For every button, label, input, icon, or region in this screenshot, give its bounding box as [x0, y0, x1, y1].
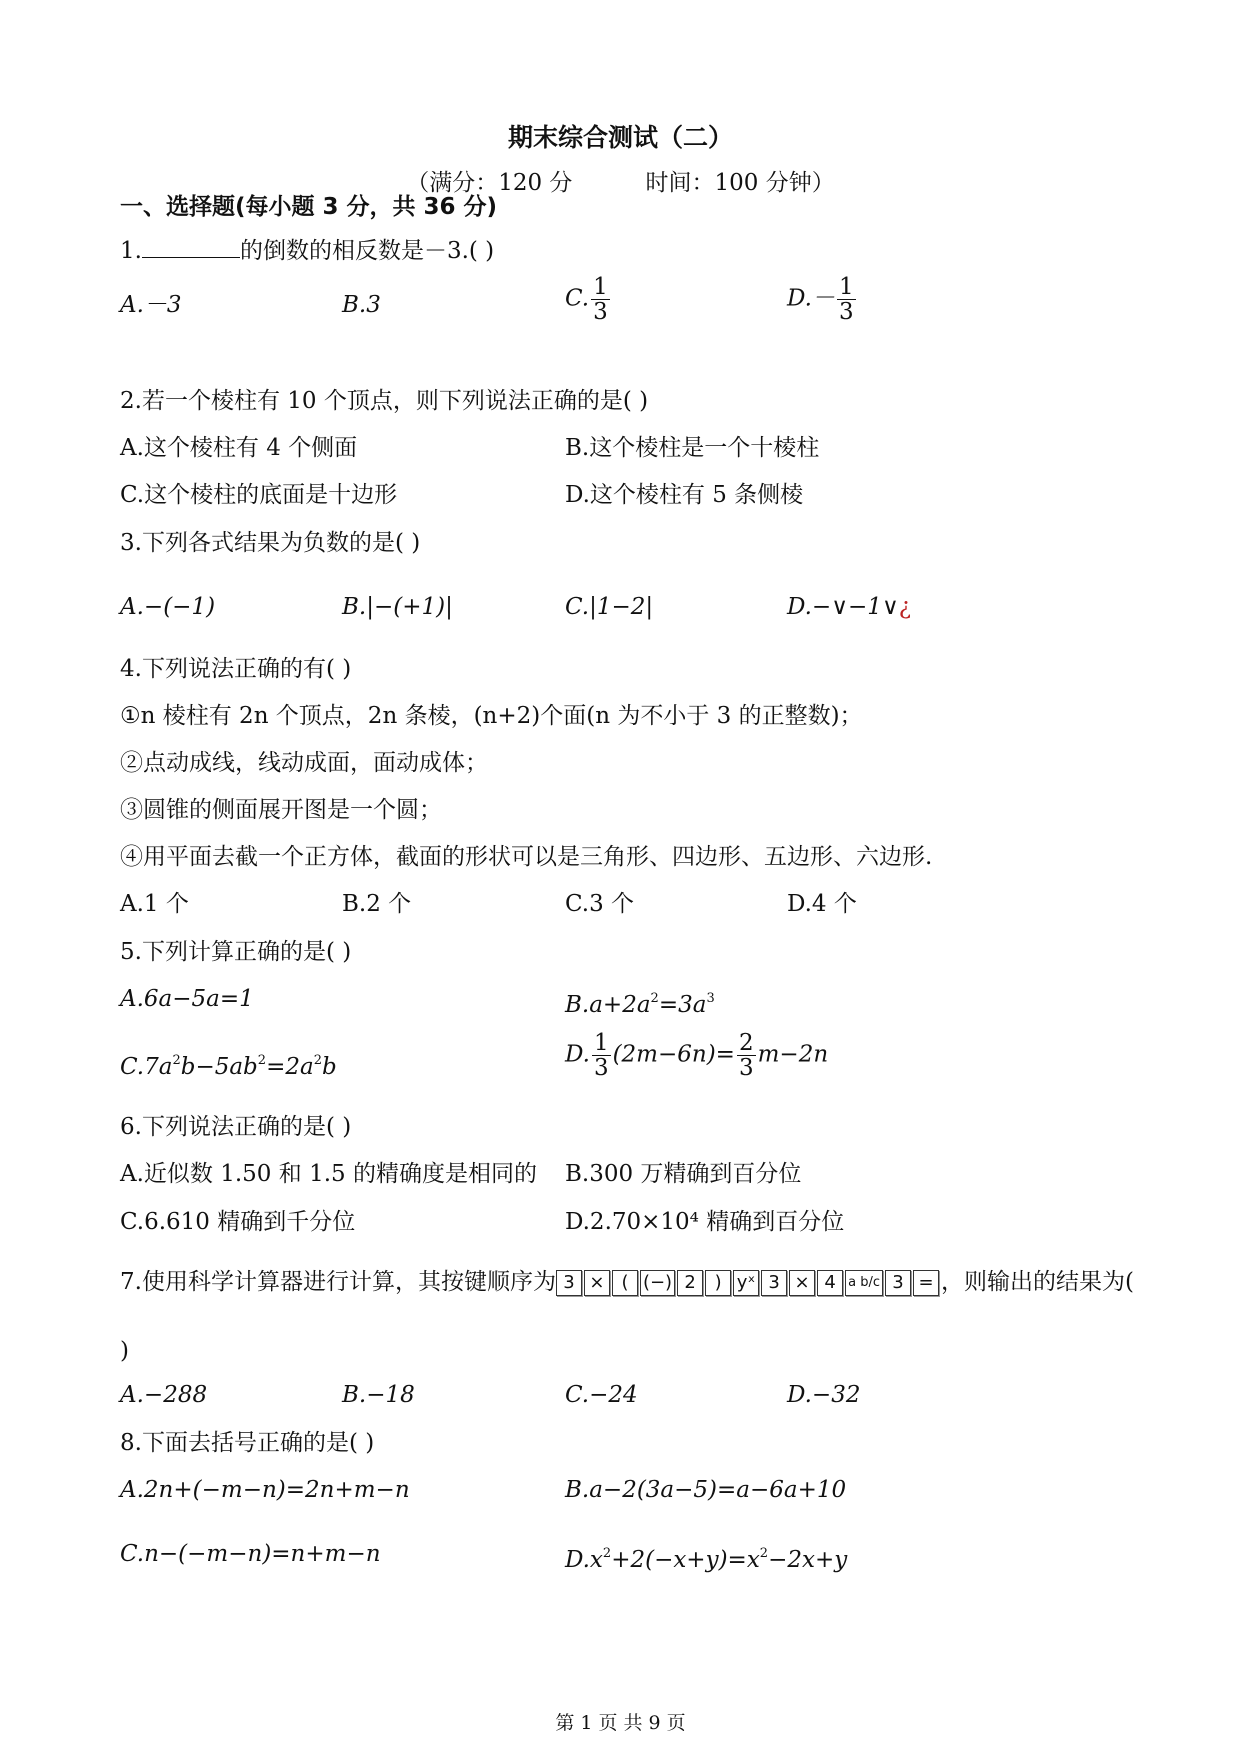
q2-option-c: C.这个棱柱的底面是十边形: [120, 482, 398, 508]
q5-option-d: D. $\frac{1}{3}$ (2m−6n)= $\frac{2}{3}$ m−2n: [565, 1030, 829, 1081]
calculator-key-sequence: [556, 1269, 941, 1295]
q6-option-c: C.6.610 精确到千分位: [120, 1209, 356, 1235]
q5-option-a: A.6a−5a=1: [120, 986, 254, 1012]
q7-option-a: A.−288: [120, 1382, 208, 1408]
q5-option-b: $B.a+2a^2=3a^3$: [565, 991, 715, 1018]
q5-option-c: $C.7a^2b-5ab^2=2a^2b$: [120, 1053, 337, 1080]
q3-option-c: C.|1−2|: [565, 594, 654, 620]
q3-option-b: B.|−(+1)|: [342, 594, 453, 620]
q4-statement-4: ④用平面去截一个正方体，截面的形状可以是三角形、四边形、五边形、六边形.: [120, 844, 933, 870]
q7-option-d: D.−32: [787, 1382, 861, 1408]
q8-option-b: B.a−2(3a−5)=a−6a+10: [565, 1477, 847, 1503]
calculator-key-icon: yˣ: [733, 1270, 759, 1296]
q1-option-b: B.3: [342, 292, 381, 318]
question-8: 8.下面去括号正确的是( ): [120, 1430, 375, 1456]
q3-option-a: A.−(−1): [120, 594, 216, 620]
calculator-key-icon: =: [913, 1270, 939, 1296]
q6-option-b: B.300 万精确到百分位: [565, 1161, 802, 1187]
calculator-key-icon: 3: [556, 1270, 582, 1296]
q1-option-c: C. $\frac{1}{3}$: [565, 274, 608, 325]
q8-option-a: A.2n+(−m−n)=2n+m−n: [120, 1477, 410, 1503]
q2-option-a: A.这个棱柱有 4 个侧面: [120, 435, 358, 461]
q2-option-b: B.这个棱柱是一个十棱柱: [565, 435, 820, 461]
q4-option-c: C.3 个: [565, 891, 635, 917]
question-stem: 的倒数的相反数是－3.( ): [239, 238, 495, 264]
calculator-key-icon: 4: [817, 1270, 843, 1296]
q4-statement-1: ①n 棱柱有 2n 个顶点，2n 条棱，(n+2)个面(n 为不小于 3 的正整数)；: [120, 703, 863, 729]
q4-option-a: A.1 个: [120, 891, 189, 917]
answer-blank: [142, 237, 240, 258]
calculator-key-icon: a b/c: [845, 1270, 883, 1296]
question-number: 1.: [120, 238, 142, 264]
calculator-key-icon: 3: [885, 1270, 911, 1296]
section-heading: 一、选择题(每小题 3 分，共 36 分): [120, 194, 498, 220]
q1-option-a: A.－3: [120, 292, 182, 318]
calculator-key-icon: 3: [761, 1270, 787, 1296]
page-title: 期末综合测试（二）: [507, 123, 733, 152]
q4-option-b: B.2 个: [342, 891, 412, 917]
calculator-key-icon: ×: [584, 1270, 610, 1296]
calculator-key-icon: ×: [789, 1270, 815, 1296]
q1-option-d: D.－ $\frac{1}{3}$: [787, 274, 854, 325]
q2-option-d: D.这个棱柱有 5 条侧棱: [565, 482, 804, 508]
q6-option-a: A.近似数 1.50 和 1.5 的精确度是相同的: [120, 1161, 537, 1187]
q4-statement-3: ③圆锥的侧面展开图是一个圆；: [120, 797, 442, 823]
q4-option-d: D.4 个: [787, 891, 857, 917]
q8-option-c: C.n−(−m−n)=n+m−n: [120, 1541, 381, 1567]
q4-statement-2: ②点动成线，线动成面，面动成体；: [120, 750, 488, 776]
exam-info: （满分：120 分 时间：100 分钟）: [406, 170, 835, 196]
calculator-key-icon: (−): [640, 1270, 675, 1296]
calculator-key-icon: (: [612, 1270, 638, 1296]
question-1: [120, 236, 494, 266]
question-6: 6.下列说法正确的是( ): [120, 1114, 352, 1140]
question-2: 2.若一个棱柱有 10 个顶点，则下列说法正确的是( ): [120, 388, 649, 414]
q7-option-c: C.−24: [565, 1382, 638, 1408]
question-7: 7.使用科学计算器进行计算，其按键顺序为 3 × ( (−) 2 ) yˣ 3 × 4 a b/c 3 = ，则输出的结果为(: [120, 1269, 1134, 1295]
question-stem: 7.使用科学计算器进行计算，其按键顺序为: [120, 1269, 556, 1295]
question-5: 5.下列计算正确的是( ): [120, 939, 352, 965]
q6-option-d: D.2.70×10⁴ 精确到百分位: [565, 1209, 845, 1235]
calculator-key-icon: ): [705, 1270, 731, 1296]
q3-option-d: D.−∨−1∨¿: [787, 594, 912, 620]
question-3: 3.下列各式结果为负数的是( ): [120, 530, 421, 556]
q7-option-b: B.−18: [342, 1382, 415, 1408]
question-7-wrap: ): [120, 1338, 129, 1364]
question-4: 4.下列说法正确的有( ): [120, 656, 352, 682]
q8-option-d: $D.x^2+2(-x+y)=x^2-2x+y$: [565, 1546, 848, 1573]
calculator-key-icon: 2: [677, 1270, 703, 1296]
page-footer: 第 1 页 共 9 页: [555, 1712, 686, 1734]
